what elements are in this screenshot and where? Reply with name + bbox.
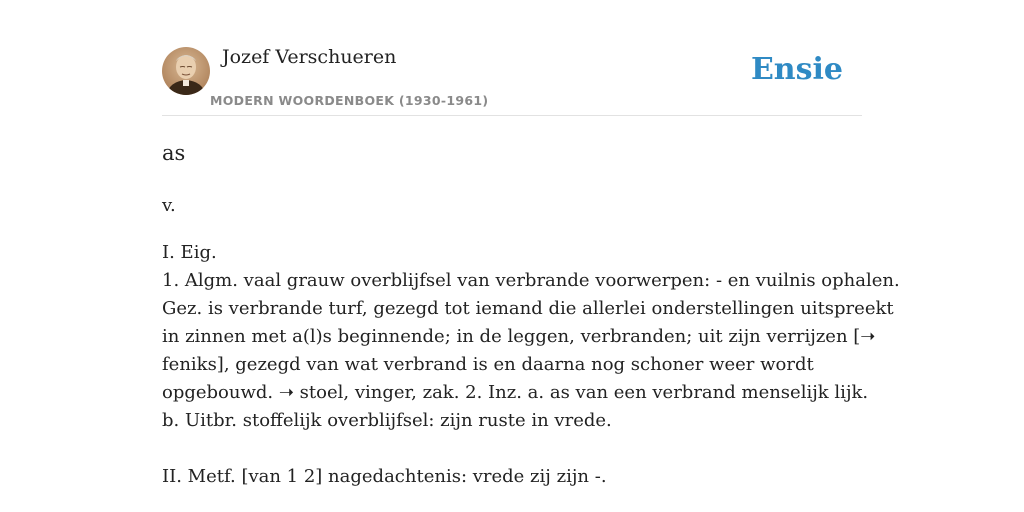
definition-line: in zinnen met a(l)s beginnende; in de leggen, verbranden; uit zijn verrijzen [➝	[162, 326, 876, 347]
source-title[interactable]: MODERN WOORDENBOEK (1930-1961)	[210, 93, 489, 108]
definition-line: Gez. is verbrande turf, gezegd tot iemand die allerlei onderstellingen uitspreekt	[162, 298, 894, 319]
definition-line: II. Metf. [van 1 2] nagedachtenis: vrede zij zijn -.	[162, 466, 607, 487]
definition-line: opgebouwd. ➝ stoel, vinger, zak. 2. Inz. a. as van een verbrand menselijk lijk.	[162, 382, 869, 403]
author-avatar[interactable]	[162, 47, 210, 95]
definition-line: 1. Algm. vaal grauw overblijfsel van verbrande voorwerpen: - en vuilnis ophalen.	[162, 270, 900, 291]
author-portrait-icon	[162, 47, 210, 95]
headword: as	[162, 141, 186, 165]
entry-header	[162, 0, 862, 116]
definition-line: I. Eig.	[162, 242, 217, 263]
ensie-logo[interactable]: Ensie	[750, 52, 843, 87]
definition-line: b. Uitbr. stoffelijk overblijfsel: zijn ruste in vrede.	[162, 410, 612, 431]
definition-line: feniks], gezegd van wat verbrand is en daarna nog schoner weer wordt	[162, 354, 814, 375]
definition-body	[162, 239, 900, 491]
part-of-speech: v.	[162, 195, 176, 216]
author-name[interactable]: Jozef Verschueren	[222, 46, 397, 68]
entry-card	[162, 0, 900, 512]
